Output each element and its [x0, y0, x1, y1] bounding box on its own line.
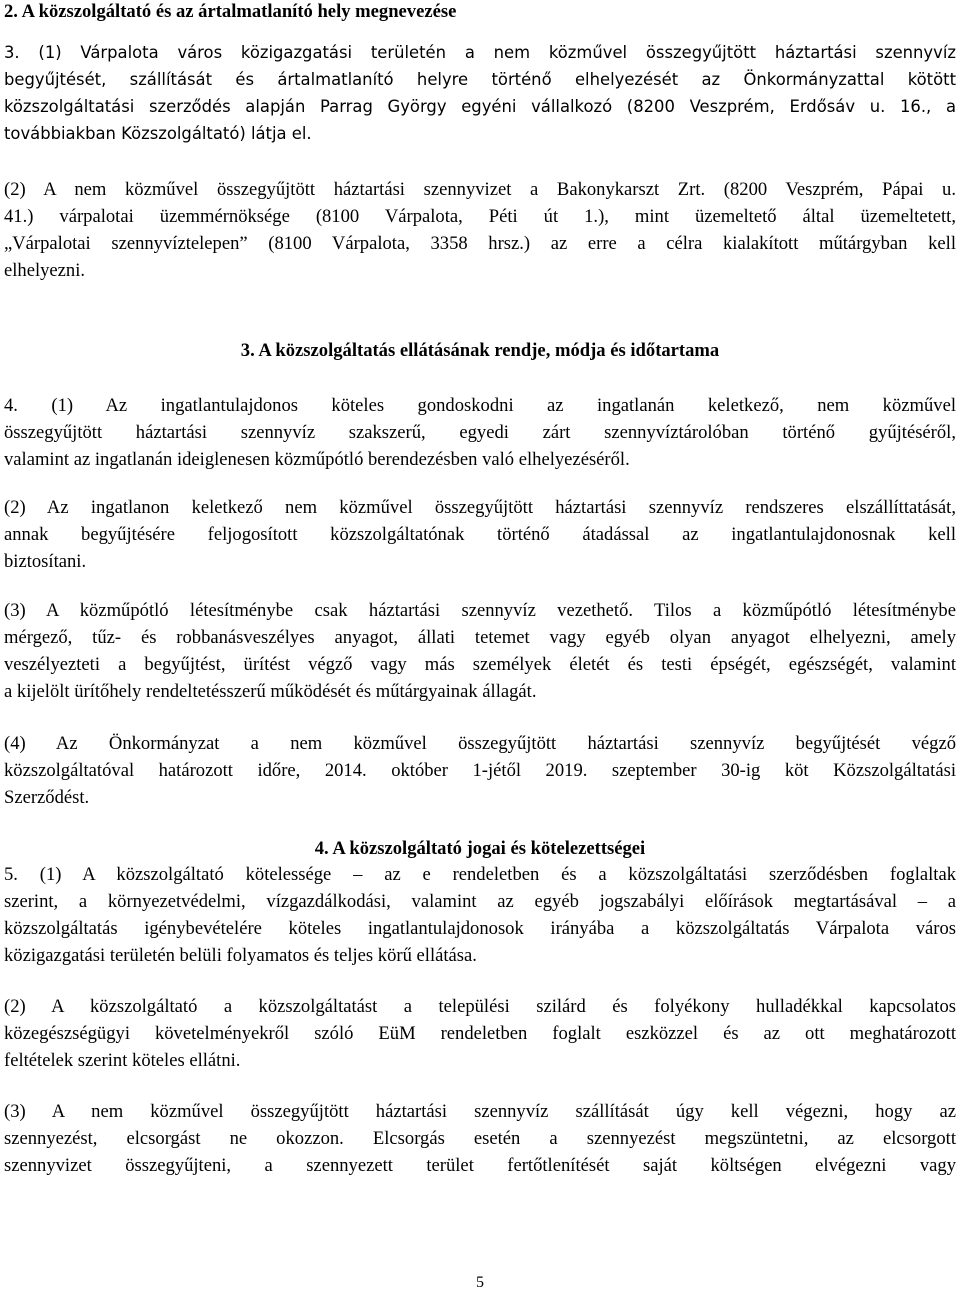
text-line: (2) A közszolgáltató a közszolgáltatást a települési szilárd és folyékony hulladékkal kapcsolatos [4, 996, 956, 1017]
text-line: (2) A nem közművel összegyűjtött háztartási szennyvizet a Bakonykarszt Zrt. (8200 Veszprém, Pápai u. [4, 179, 956, 200]
section-heading: 2. A közszolgáltató és az ártalmatlanító hely megnevezése [4, 1, 457, 22]
text-line: biztosítani. [4, 551, 87, 572]
text-line: Szerződést. [4, 787, 90, 808]
text-line: szerint, a környezetvédelmi, vízgazdálkodási, valamint az egyéb jogszabályi előírások megtartásával – a [4, 891, 956, 912]
text-line: 5. (1) A közszolgáltató kötelessége – az e rendeletben és a közszolgáltatási szerződésben foglaltak [4, 864, 956, 885]
text-line: közszolgáltatás igénybevételére köteles ingatlantulajdonosok irányába a közszolgáltatás Várpalota város [4, 918, 956, 939]
text-line: annak begyűjtésére feljogosított közszolgáltatónak történő átadással az ingatlantulajdonosnak kell [4, 524, 956, 545]
text-line: (4) Az Önkormányzat a nem közművel összegyűjtött háztartási szennyvíz begyűjtését végző [4, 733, 956, 754]
section-heading: 4. A közszolgáltató jogai és kötelezettségei [314, 838, 646, 859]
text-line: a kijelölt ürítőhely rendeltetésszerű működését és műtárgyainak állagát. [4, 681, 537, 702]
text-line: összegyűjtött háztartási szennyvíz szakszerű, egyedi zárt szennyvíztárolóban történő gyűjtéséről, [4, 422, 956, 443]
text-line: 3. (1) Várpalota város közigazgatási területén a nem közművel összegyűjtött háztartási szennyvíz [4, 43, 956, 62]
text-line: 41.) várpalotai üzemmérnöksége (8100 Várpalota, Péti út 1.), mint üzemeltető által üzemeltetett, [4, 206, 956, 227]
text-line: (2) Az ingatlanon keletkező nem közművel összegyűjtött háztartási szennyvíz rendszeres elszállíttatását, [4, 497, 956, 518]
text-line: elhelyezni. [4, 260, 86, 281]
text-line: 4. (1) Az ingatlantulajdonos köteles gondoskodni az ingatlanán keletkező, nem közművel [4, 395, 956, 416]
text-line: közszolgáltatási szerződés alapján Parrag György egyéni vállalkozó (8200 Veszprém, Erdősáv u. 16., a [4, 97, 956, 116]
text-line: közigazgatási területén belüli folyamatos és teljes körű ellátása. [4, 945, 477, 966]
section-heading: 3. A közszolgáltatás ellátásának rendje, módja és időtartama [240, 340, 720, 361]
text-line: közegészségügyi követelményekről szóló EüM rendeletben foglalt eszközzel és az ott meghatározott [4, 1023, 956, 1044]
text-line: „Várpalotai szennyvíztelepen” (8100 Várpalota, 3358 hrsz.) az erre a célra kialakított műtárgyban kell [4, 233, 956, 254]
text-line: továbbiakban Közszolgáltató) látja el. [4, 124, 312, 143]
text-line: valamint az ingatlanán ideiglenesen közműpótló berendezésben való elhelyezéséről. [4, 449, 630, 470]
text-line: közszolgáltatóval határozott időre, 2014. október 1-jétől 2019. szeptember 30-ig köt Közszolgáltatási [4, 760, 956, 781]
text-line: szennyezést, elcsorgást ne okozzon. Elcsorgás esetén a szennyezést megszüntetni, az elcsorgott [4, 1128, 956, 1149]
text-line: mérgező, tűz- és robbanásveszélyes anyagot, állati tetemet vagy egyéb olyan anyagot elhelyezni, amely [4, 627, 956, 648]
text-line: veszélyezteti a begyűjtést, ürítést végző vagy más személyek életét és testi épségét, egészségét, valamint [4, 654, 956, 675]
page-number: 5 [476, 1274, 484, 1291]
text-line: szennyvizet összegyűjteni, a szennyezett terület fertőtlenítését saját költségen elvégezni vagy [4, 1155, 956, 1176]
text-line: (3) A nem közművel összegyűjtött háztartási szennyvíz szállítását úgy kell végezni, hogy az [4, 1101, 956, 1122]
text-line: begyűjtését, szállítását és ártalmatlanító helyre történő elhelyezését az Önkormányzattal kötött [4, 70, 956, 89]
text-line: (3) A közműpótló létesítménybe csak háztartási szennyvíz vezethető. Tilos a közműpótló létesítménybe [4, 600, 956, 621]
text-line: feltételek szerint köteles ellátni. [4, 1050, 241, 1071]
